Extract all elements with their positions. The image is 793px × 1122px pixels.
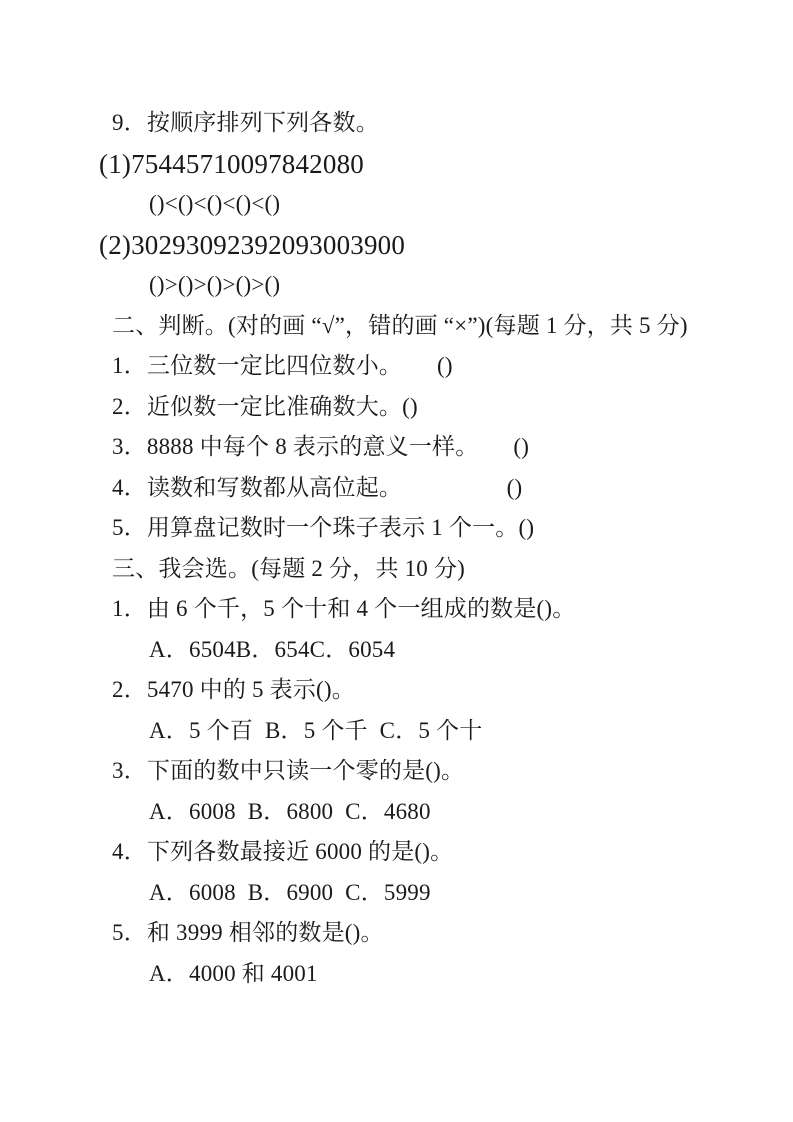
- question-9-part2-answer-blanks: ()>()>()>()>(): [149, 272, 281, 297]
- choice-question-5-stem: 5．和 3999 相邻的数是()。: [112, 920, 384, 945]
- choice-question-2-options: A．5 个百 B．5 个千 C．5 个十: [149, 717, 483, 743]
- question-9-part1-numbers: (1)75445710097842080: [99, 148, 364, 179]
- choice-question-1-options: A．6504B．654C．6054: [149, 636, 396, 662]
- choice-question-3-stem: 3．下面的数中只读一个零的是()。: [112, 758, 465, 783]
- choice-question-1-stem: 1．由 6 个千，5 个十和 4 个一组成的数是()。: [112, 596, 576, 621]
- question-9-part2-numbers: (2)30293092392093003900: [99, 229, 406, 260]
- judge-item-4: 4．读数和写数都从高位起。 (): [112, 474, 523, 500]
- judge-item-2: 2．近似数一定比准确数大。(): [112, 393, 418, 419]
- choice-question-4-options: A．6008 B．6900 C．5999: [149, 879, 431, 905]
- judge-item-3: 3．8888 中每个 8 表示的意义一样。 (): [112, 434, 530, 459]
- question-9-title: 9．按顺序排列下列各数。: [112, 110, 379, 135]
- choice-question-4-stem: 4．下列各数最接近 6000 的是()。: [112, 839, 454, 864]
- section-3-header: 三、我会选。(每题 2 分，共 10 分): [112, 555, 466, 581]
- choice-question-2-stem: 2．5470 中的 5 表示()。: [112, 677, 355, 702]
- question-9-part1-answer-blanks: ()<()<()<()<(): [149, 191, 281, 216]
- section-2-header: 二、判断。(对的画 “√”，错的画 “×”)(每题 1 分，共 5 分): [112, 312, 688, 338]
- judge-item-1: 1．三位数一定比四位数小。 (): [112, 353, 453, 378]
- choice-question-5-options: A．4000 和 4001: [149, 960, 318, 986]
- choice-question-3-options: A．6008 B．6800 C．4680: [149, 798, 431, 824]
- judge-item-5: 5．用算盘记数时一个珠子表示 1 个一。(): [112, 515, 535, 540]
